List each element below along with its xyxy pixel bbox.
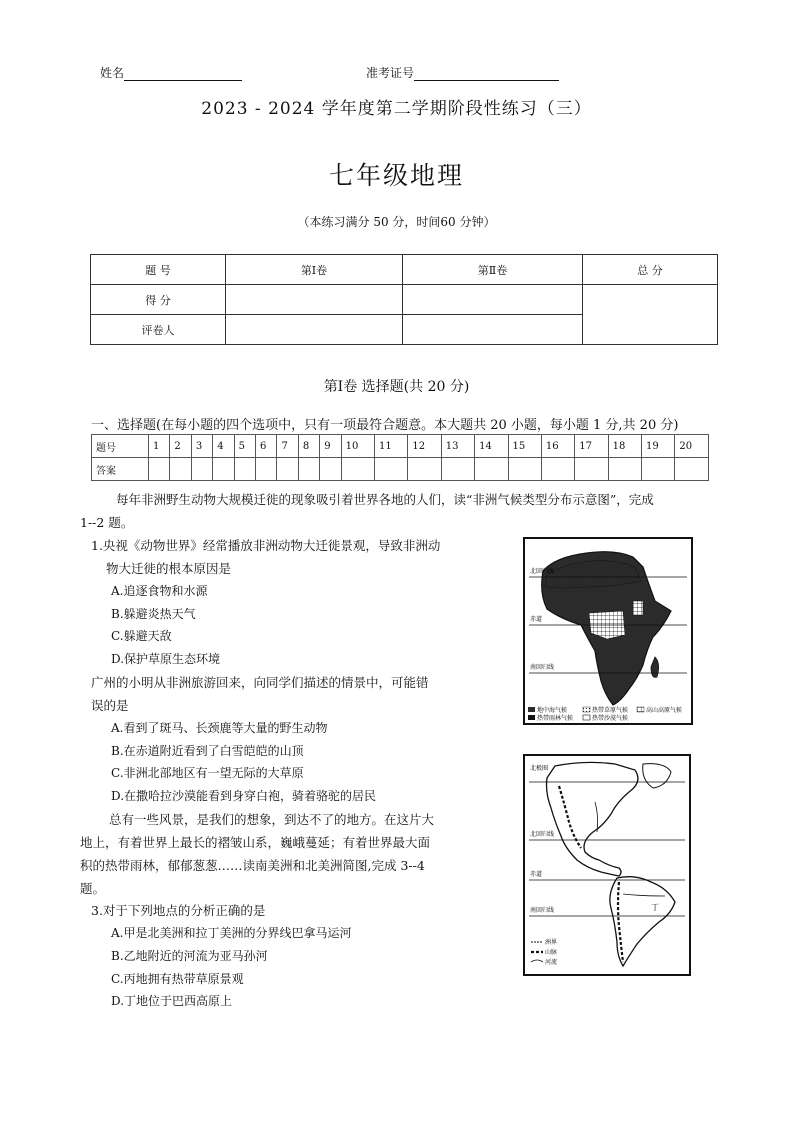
answer-input-cell[interactable] [642,458,675,481]
answer-input-cell[interactable] [475,458,508,481]
answer-input-cell[interactable] [213,458,234,481]
answer-input-cell[interactable] [170,458,191,481]
answer-input-cell[interactable] [441,458,474,481]
q2-stem: 误的是 [91,698,129,713]
q1-option-c[interactable]: C.躲避天敌 [111,629,172,643]
q2-option-a[interactable]: A.看到了斑马、长颈鹿等大量的野生动物 [111,721,328,735]
name-field[interactable] [100,64,242,81]
q3-option-d[interactable]: D.丁地位于巴西高原上 [111,994,233,1008]
q2-option-b[interactable]: B.在赤道附近看到了白雪皑皑的山顶 [111,744,304,758]
answer-number-cell: 7 [277,435,298,458]
score-cell[interactable] [226,285,403,315]
answer-number-cell: 15 [508,435,541,458]
intro2-line: 题。 [80,881,106,896]
answer-input-cell[interactable] [675,458,709,481]
answer-number-cell: 19 [642,435,675,458]
answer-number-cell: 14 [475,435,508,458]
score-cell[interactable] [403,285,583,315]
answer-table [91,434,709,481]
answer-number-cell: 1 [149,435,170,458]
answer-number-cell: 6 [256,435,277,458]
map2-line-label: 北极圈 [530,765,549,772]
map2-legend-item: 洲界 [545,939,558,946]
q2-option-c[interactable]: C.非洲北部地区有一望无际的大草原 [111,766,304,780]
subject-title: 七年级地理 [328,161,464,190]
answer-input-cell[interactable] [320,458,341,481]
map2-line-label: 赤道 [530,871,543,878]
americas-map [523,754,691,976]
answer-input-cell[interactable] [298,458,319,481]
answer-input-cell[interactable] [375,458,408,481]
africa-map-drawing [525,539,691,723]
map1-legend-item: 热带雨林气候 [537,715,574,722]
intro1-line: 每年非洲野生动物大规模迁徙的现象吸引着世界各地的人们，读“非洲气候类型分布示意图”，完成 [116,492,654,507]
answer-number-cell: 10 [341,435,374,458]
map1-legend-item: 热带草原气候 [592,707,629,714]
answer-number-cell: 20 [675,435,709,458]
answer-input-cell[interactable] [341,458,374,481]
answer-input-cell[interactable] [541,458,574,481]
answer-input-cell[interactable] [408,458,441,481]
answer-number-cell: 5 [234,435,255,458]
answer-number-cell: 8 [298,435,319,458]
grader-cell[interactable] [226,315,403,345]
q1-option-b[interactable]: B.躲避炎热天气 [111,607,196,621]
intro2-line: 积的热带雨林，郁郁葱葱……读南美洲和北美洲简图,完成 3--4 [80,858,425,873]
intro2-line: 总有一些风景，是我们的想象，到达不了的地方。在这片大 [109,812,435,827]
map1-line-label: 北回归线 [530,568,555,575]
map1-line-label: 赤道 [530,616,543,623]
section-title: 第Ⅰ卷 选择题(共 20 分) [323,379,470,395]
instructions: 一、选择题(在每小题的四个选项中，只有一项最符合题意。本大题共 20 小题，每小题 1 分,共 20 分) [91,418,679,433]
q3-stem: 3.对于下列地点的分析正确的是 [91,903,266,918]
answer-number-cell: 17 [575,435,608,458]
answer-number-cell: 12 [408,435,441,458]
answer-number-cell: 2 [170,435,191,458]
score-table [90,254,718,345]
total-score-cell[interactable] [583,285,718,345]
answer-row-label: 答案 [92,458,149,481]
q3-option-b[interactable]: B.乙地附近的河流为亚马孙河 [111,949,268,963]
answer-input-cell[interactable] [277,458,298,481]
answer-number-cell: 18 [608,435,641,458]
americas-map-drawing [525,756,689,974]
answer-number-cell: 11 [375,435,408,458]
grader-cell[interactable] [403,315,583,345]
score-header-part1: 第Ⅰ卷 [226,255,403,285]
answer-number-cell: 3 [191,435,212,458]
q2-option-d[interactable]: D.在撒哈拉沙漠能看到身穿白袍，骑着骆驼的居民 [111,789,377,803]
answer-number-cell: 4 [213,435,234,458]
answer-input-cell[interactable] [234,458,255,481]
answer-input-cell[interactable] [608,458,641,481]
q1-stem: 物大迁徙的根本原因是 [106,561,232,576]
map2-line-label: 北回归线 [530,831,555,838]
exam-id-label: 准考证号 [366,66,415,80]
name-label: 姓名 [100,66,125,80]
answer-input-cell[interactable] [191,458,212,481]
score-row-label: 得 分 [91,285,226,315]
answer-number-cell: 16 [541,435,574,458]
answer-input-cell[interactable] [508,458,541,481]
map2-line-label: 南回归线 [530,907,555,914]
q3-option-c[interactable]: C.丙地拥有热带草原景观 [111,972,244,986]
q1-option-a[interactable]: A.追逐食物和水源 [111,584,208,598]
score-header-part2: 第Ⅱ卷 [403,255,583,285]
intro1-line: 1--2 题。 [80,515,134,530]
q3-option-a[interactable]: A.甲是北美洲和拉丁美洲的分界线巴拿马运河 [111,926,352,940]
answer-input-cell[interactable] [149,458,170,481]
intro2-line: 地上，有着世界上最长的褶皱山系，巍峨蔓延；有着世界最大面 [80,835,431,850]
grader-row-label: 评卷人 [91,315,226,345]
score-header-item: 题 号 [91,255,226,285]
answer-input-cell[interactable] [575,458,608,481]
map1-line-label: 南回归线 [530,664,555,671]
name-blank[interactable] [124,67,242,81]
q1-stem: 1.央视《动物世界》经常播放非洲动物大迁徙景观，导致非洲动 [91,538,441,553]
q2-stem: 广州的小明从非洲旅游回来，向同学们描述的情景中，可能错 [91,675,429,690]
map2-legend-item: 山脉 [545,949,558,956]
map1-legend-item: 热带沙漠气候 [592,715,629,722]
map1-legend-item: 地中海气候 [537,707,568,714]
map2-point-label: 丁 [651,903,659,912]
map2-legend-item: 河流 [545,959,558,966]
africa-climate-map [523,537,693,725]
score-header-total: 总 分 [583,255,718,285]
answer-input-cell[interactable] [256,458,277,481]
answer-row-label: 题号 [92,435,149,458]
map1-legend-item: 高山高原气候 [646,707,683,714]
exam-id-field[interactable] [366,64,559,81]
exam-note: （本练习满分 50 分，时间60 分钟） [297,215,496,229]
exam-id-blank[interactable] [414,67,559,81]
answer-number-cell: 13 [441,435,474,458]
exam-title: 2023 - 2024 学年度第二学期阶段性练习（三） [201,99,592,119]
q1-option-d[interactable]: D.保护草原生态环境 [111,652,221,666]
answer-number-cell: 9 [320,435,341,458]
